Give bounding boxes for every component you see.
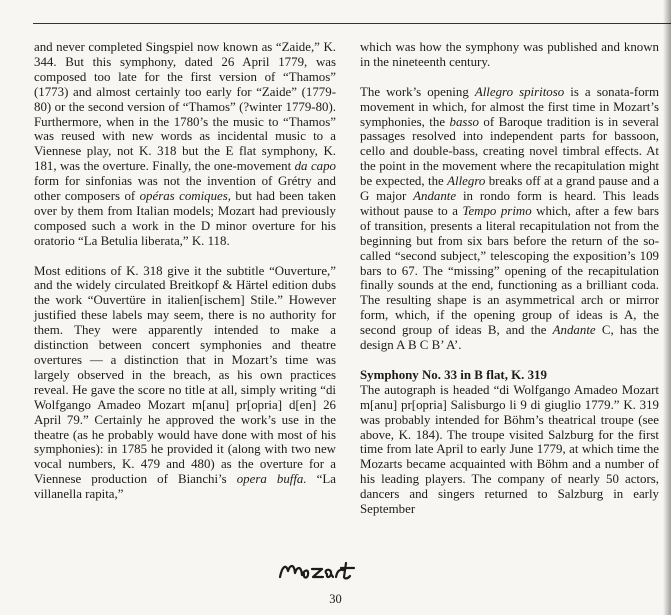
italic-text: basso [449, 114, 479, 129]
italic-text: opera buffa. [236, 472, 307, 487]
text-run: The work’s opening [360, 84, 475, 99]
paragraph [360, 85, 659, 353]
text-run: in rondo form is heard. This leads without pause to a [360, 189, 659, 218]
text-run: C, has the design A B C B’ A’. [360, 323, 659, 353]
text-run: of Baroque tradition is in several passages resolved into independent parts for bassoon, cello and double-bass, creating novel timbral effects. At the point in the movement where the recapitulation might be expected, the [360, 114, 659, 189]
text-run: which, after a few bars of transition, presents a literal recapitulation not from the beginning but from six bars before the return of the so-called “second subject,” telescoping the exposition’s 109 bars to 67. The “missing” opening of the recapitulation finally sounds at the end, functioning as a brilliant coda. The resulting shape is an asymmetrical arch or mirror form, which, if the opening group of ideas is A, the second group of ideas B, and the [360, 203, 659, 338]
text-run: but had been taken over by them from Italian models; Mozart had previously composed such a work in the D minor overture for his oratorio “La Betulia liberata,” K. 118. [34, 189, 336, 248]
italic-text: Allegro spiritoso [474, 84, 565, 99]
italic-text: opéras comiques, [139, 189, 232, 204]
text-run: form for sinfonias was not the invention of Grétry and other composers of [34, 174, 336, 204]
paragraph [360, 40, 659, 70]
top-rule [33, 23, 671, 24]
text-run: and never completed Singspiel now known as “Zaide,” K. 344. But this symphony, dated 26 April 1779, was composed too late for the first version of “Thamos” (1773) and almost certainly too early for “Zaide” (1779-80) or the second version of “Thamos” (?winter 1779-80). Furthermore, when in the 1780’s the music to “Thamos” was reused with new words as incidental music to a Viennese play, not K. 318 but the E flat symphony, K. 181, was the overture. Finally, the one-movement [34, 40, 336, 174]
page-number: 30 [329, 592, 342, 606]
mozart-signature-logo [272, 557, 392, 587]
paragraph [34, 40, 336, 249]
italic-text: Andante [552, 323, 596, 338]
text-run: Most editions of K. 318 give it the subtitle “Ouverture,” and the widely circulated Breitkopf & Härtel edition dubs the work “Ouvertüre in italien[ischem] Stile.” However justified these labels may seem, there is no authority for them. They were apparently intended to make a distinction between concert symphonies and theatre overtures — a distinction that in Mozart’s time was largely observed in the breach, as his own practices reveal. He gave the score no title at all, simply writing “di Wolfgango Amadeo Mozart m[anu] pr[opria] d[en] 26 April 79.” Certainly he approved the work’s use in the theatre (as he probably would have done with most of his symphonies): in 1785 he provided it (along with two new vocal numbers, K. 479 and 480) as the overture for a Viennese production of Bianchi’s [34, 263, 336, 487]
signature-graphic [272, 557, 392, 587]
italic-text: Allegro [447, 174, 486, 189]
paragraph [360, 383, 659, 517]
right-column [360, 40, 659, 532]
text-run: The autograph is headed “di Wolfgango Amadeo Mozart m[anu] pr[opria] Salisburgo li 9 di giuglio 1779.” K. 319 was probably intended for Böhm’s theatrical troupe (see above, K. 184). The troupe visited Salzburg for the first time from late April to early June 1779, at which time the Mozarts became acquainted with Böhm and a number of his leading players. The company of nearly 50 actors, dancers and singers returned to Salzburg in early September [360, 382, 659, 517]
text-run: breaks off at a grand pause and a G major [360, 174, 660, 204]
text-run: is a sonata-form movement in which, for almost the first time in Mozart’s symphonies, the [360, 84, 659, 129]
italic-text: Tempo primo [462, 203, 532, 218]
left-column [34, 40, 336, 517]
text-run: “La villanella rapita,” [34, 472, 336, 502]
paragraph [34, 264, 336, 503]
page-edge-shadow [663, 0, 671, 615]
italic-text: da capo [294, 159, 337, 174]
text-run: which was how the symphony was published and known in the nineteenth century. [360, 40, 659, 69]
section-heading: Symphony No. 33 in B flat, K. 319 [360, 367, 547, 382]
italic-text: Andante [413, 189, 457, 204]
